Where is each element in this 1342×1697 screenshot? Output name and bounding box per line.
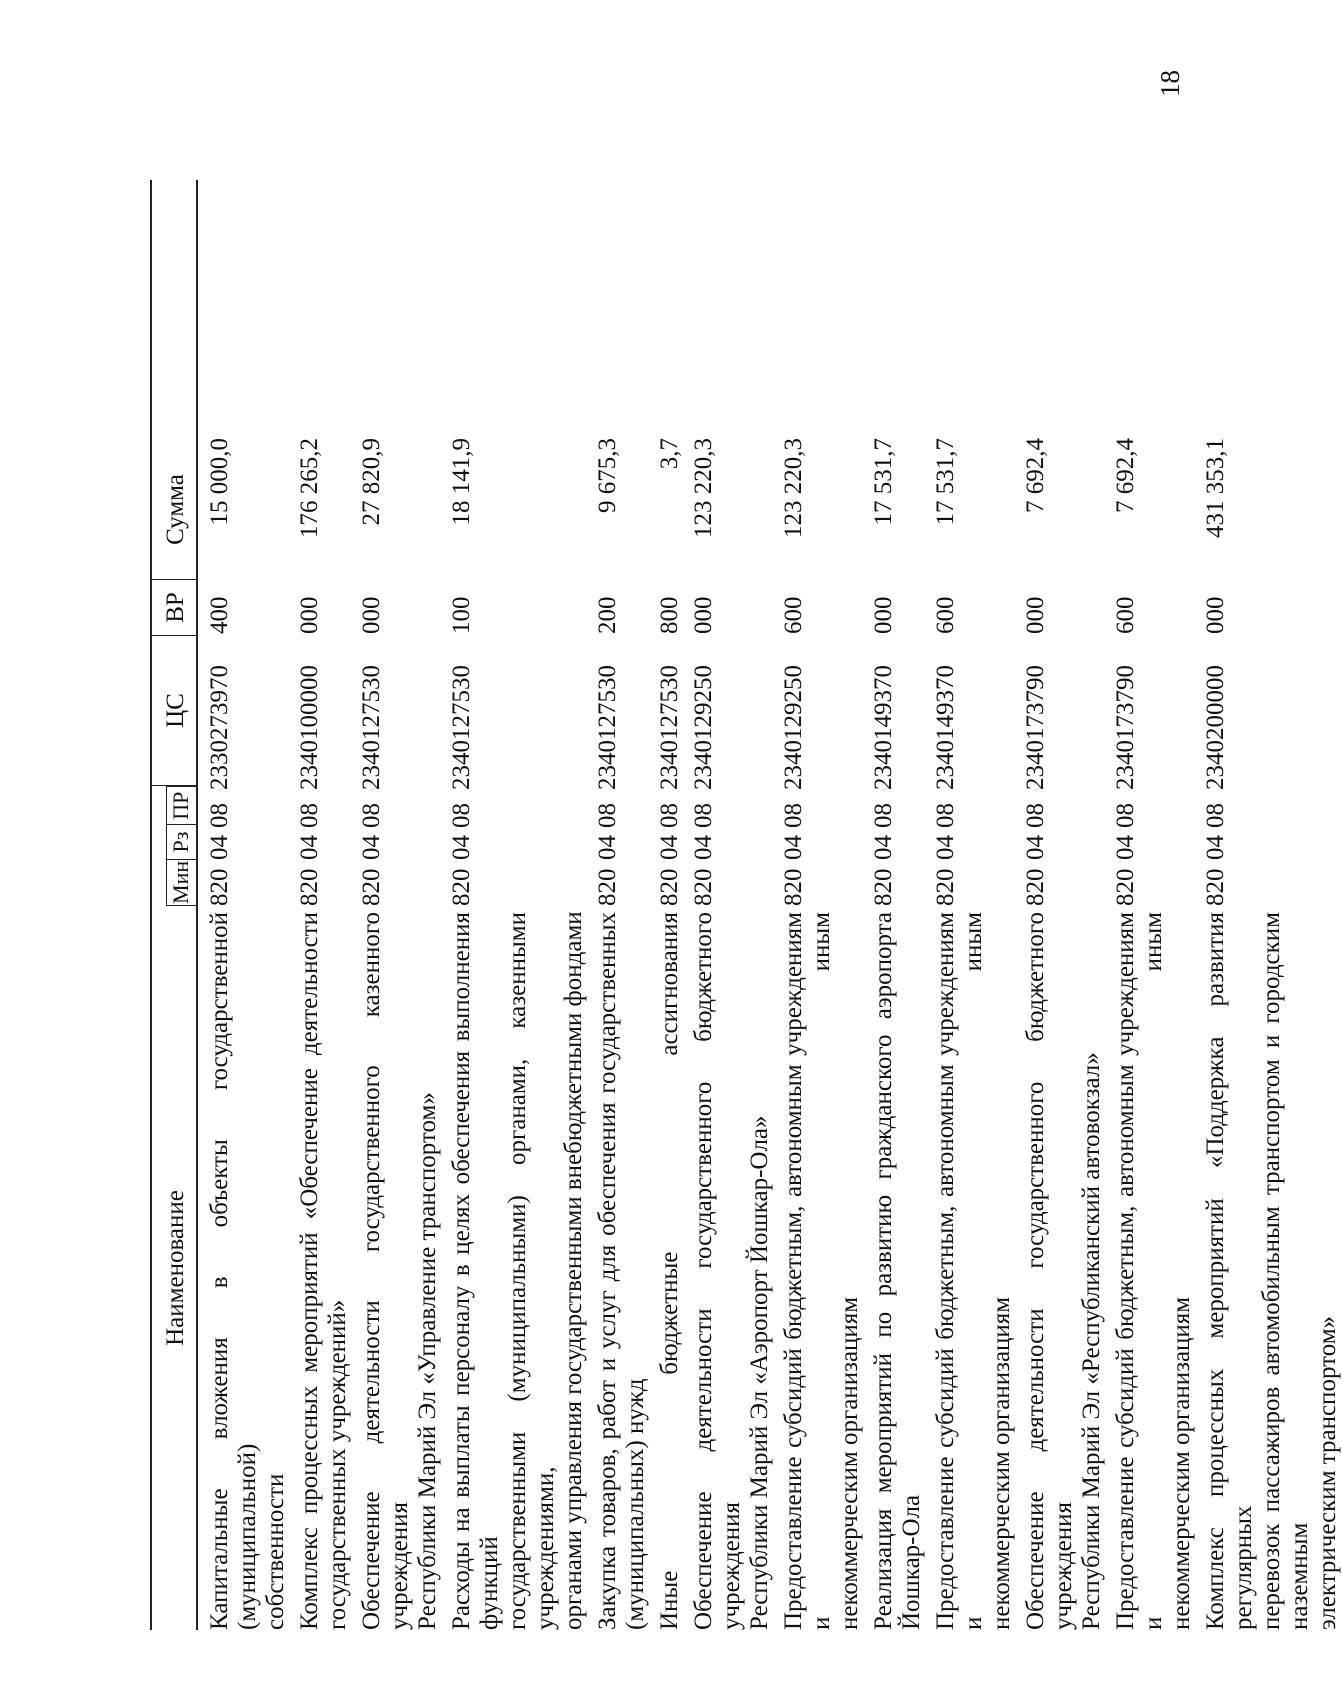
row-name [656, 906, 684, 1630]
row-pr: 08 [690, 803, 717, 828]
row-vr: 000 [690, 596, 717, 634]
row-rz: 04 [932, 835, 959, 860]
header-rz: Рз [167, 824, 196, 858]
row-sum: 15 000,0 [206, 438, 233, 526]
table-row [932, 180, 1016, 1630]
row-rz: 04 [448, 835, 475, 860]
row-rz: 04 [206, 835, 233, 860]
row-name [870, 906, 926, 1630]
header-vr: ВР [152, 580, 196, 636]
row-min: 820 [870, 868, 897, 906]
row-vr: 200 [594, 596, 621, 634]
row-sum: 3,7 [656, 438, 683, 470]
row-name-line: Комплекс процессных мероприятий «Поддержка развития регулярных [1202, 912, 1257, 1630]
row-vr: 100 [448, 596, 475, 634]
row-sum: 123 220,3 [780, 438, 807, 538]
row-vr: 600 [1112, 596, 1139, 634]
row-name [690, 906, 774, 1630]
row-sum: 17 531,7 [870, 438, 897, 526]
row-name [448, 906, 588, 1630]
row-sum: 7 692,4 [1112, 438, 1139, 513]
header-min: Мин [167, 859, 196, 905]
row-name [1112, 906, 1196, 1630]
table-row [206, 180, 290, 1630]
table-row [448, 180, 588, 1630]
row-cs: 2340100000 [296, 665, 323, 790]
row-name [358, 906, 442, 1630]
row-min: 820 [932, 868, 959, 906]
row-name [594, 906, 650, 1630]
row-min: 820 [358, 868, 385, 906]
table-row [1112, 180, 1196, 1630]
row-sum: 27 820,9 [358, 438, 385, 526]
row-sum: 431 353,1 [1202, 438, 1229, 538]
budget-table [150, 180, 1342, 1630]
row-pr: 08 [1112, 803, 1139, 828]
row-cs: 2340127530 [358, 665, 385, 790]
row-cs: 2340173790 [1022, 665, 1049, 790]
row-min: 820 [1022, 868, 1049, 906]
row-name-line: Обеспечение деятельности государственного казенного учреждения [358, 912, 413, 1630]
row-sum: 123 220,3 [690, 438, 717, 538]
table-row [870, 180, 926, 1630]
row-min: 820 [656, 868, 683, 906]
row-name-line: собственности [262, 1473, 289, 1630]
row-cs: 2340149370 [932, 665, 959, 790]
row-rz: 04 [594, 835, 621, 860]
row-vr: 000 [358, 596, 385, 634]
table-row [690, 180, 774, 1630]
row-vr: 000 [296, 596, 323, 634]
row-cs: 2340129250 [780, 665, 807, 790]
row-pr: 08 [932, 803, 959, 828]
row-pr: 08 [296, 803, 323, 828]
table-row [594, 180, 650, 1630]
row-name [932, 906, 1016, 1630]
row-pr: 08 [206, 803, 233, 828]
row-min: 820 [448, 868, 475, 906]
row-pr: 08 [656, 803, 683, 828]
table-body [206, 180, 1342, 1630]
row-name-line: Предоставление субсидий бюджетным, автономным учреждениям и иным [932, 912, 987, 1630]
row-rz: 04 [870, 835, 897, 860]
header-pr: ПР [168, 791, 193, 820]
row-vr: 400 [206, 596, 233, 634]
table-row [1022, 180, 1106, 1630]
row-cs: 2340127530 [656, 665, 683, 790]
row-cs: 2340129250 [690, 665, 717, 790]
header-cs: ЦС [152, 636, 196, 786]
row-min: 820 [1112, 868, 1139, 906]
row-name-line: государственными (муниципальными) органами, казенными учреждениями, [504, 912, 559, 1630]
table-row [1202, 180, 1342, 1630]
row-name-line: Обеспечение деятельности государственного бюджетного учреждения [690, 912, 745, 1630]
row-pr: 08 [780, 803, 807, 828]
row-name-line: некоммерческим организациям [1168, 1296, 1195, 1630]
row-name-line: перевозок пассажиров автомобильным транспортом и городским наземным [1258, 912, 1313, 1630]
row-name-line: Предоставление субсидий бюджетным, автономным учреждениям и иным [1112, 912, 1167, 1630]
row-min: 820 [594, 868, 621, 906]
row-rz: 04 [1112, 835, 1139, 860]
row-pr: 08 [448, 803, 475, 828]
row-name-line: Предоставление субсидий бюджетным, автономным учреждениям и иным [780, 912, 835, 1630]
row-rz: 04 [690, 835, 717, 860]
header-sum: Сумма [152, 440, 196, 580]
row-rz: 04 [780, 835, 807, 860]
row-cs: 2340200000 [1202, 665, 1229, 790]
row-pr: 08 [1202, 803, 1229, 828]
rotated-page [150, 70, 1341, 1630]
row-min: 820 [296, 868, 323, 906]
table-row [656, 180, 684, 1630]
row-sum: 18 141,9 [448, 438, 475, 526]
row-vr: 600 [780, 596, 807, 634]
row-pr: 08 [358, 803, 385, 828]
row-vr: 800 [656, 596, 683, 634]
row-vr: 600 [932, 596, 959, 634]
row-name-line: Расходы на выплаты персоналу в целях обеспечения выполнения функций [448, 912, 503, 1630]
row-pr: 08 [594, 803, 621, 828]
row-min: 820 [1202, 868, 1229, 906]
row-rz: 04 [358, 835, 385, 860]
table-row [358, 180, 442, 1630]
row-sum: 9 675,3 [594, 438, 621, 513]
row-pr: 08 [870, 803, 897, 828]
row-name [780, 906, 864, 1630]
row-name-line: Республики Марий Эл «Аэропорт Йошкар-Ола» [746, 1115, 773, 1630]
row-rz: 04 [1202, 835, 1229, 860]
row-name-line: некоммерческим организациям [836, 1296, 863, 1630]
row-sum: 7 692,4 [1022, 438, 1049, 513]
row-min: 820 [780, 868, 807, 906]
table-row [780, 180, 864, 1630]
row-vr: 000 [870, 596, 897, 634]
row-name [1202, 906, 1342, 1630]
row-name-line: Обеспечение деятельности государственного бюджетного учреждения [1022, 912, 1077, 1630]
row-min: 820 [690, 868, 717, 906]
row-rz: 04 [656, 835, 683, 860]
row-cs: 2340173790 [1112, 665, 1139, 790]
row-name-line: Республики Марий Эл «Управление транспортом» [414, 1092, 441, 1630]
row-vr: 000 [1202, 596, 1229, 634]
row-name-line: государственных учреждений» [324, 1299, 351, 1630]
row-name [206, 906, 290, 1630]
table-row [296, 180, 352, 1630]
row-name-line: Капитальные вложения в объекты государственной (муниципальной) [206, 912, 261, 1630]
row-name-line: некоммерческим организациям [988, 1296, 1015, 1630]
row-name-line: Республики Марий Эл «Республиканский автовокзал» [1078, 1052, 1105, 1630]
row-rz: 04 [1022, 835, 1049, 860]
row-name [1022, 906, 1106, 1630]
row-sum: 176 265,2 [296, 438, 323, 538]
row-name-line: Реализация мероприятий по развитию гражданского аэропорта Йошкар-Ола [870, 912, 925, 1630]
table-header [150, 180, 198, 1630]
page-number: 18 [1155, 70, 1185, 97]
row-name-line: Иные бюджетные ассигнования [656, 912, 683, 1630]
row-min: 820 [206, 868, 233, 906]
row-rz: 04 [296, 835, 323, 860]
header-name: Наименование [162, 1190, 189, 1346]
row-cs: 2330273970 [206, 665, 233, 790]
row-pr: 08 [1022, 803, 1049, 828]
row-name-line: (муниципальных) нужд [622, 1378, 649, 1630]
row-name-line: Комплекс процессных мероприятий «Обеспечение деятельности [296, 912, 323, 1630]
row-name-line: Закупка товаров, работ и услуг для обеспечения государственных [594, 912, 621, 1630]
header-codes [166, 786, 196, 906]
row-name [296, 906, 352, 1630]
row-sum: 17 531,7 [932, 438, 959, 526]
row-name-line: электрическим транспортом» [1314, 1315, 1341, 1630]
row-name-line: органами управления государственными внебюджетными фондами [560, 911, 587, 1630]
row-vr: 000 [1022, 596, 1049, 634]
row-cs: 2340127530 [448, 665, 475, 790]
row-cs: 2340127530 [594, 665, 621, 790]
row-cs: 2340149370 [870, 665, 897, 790]
